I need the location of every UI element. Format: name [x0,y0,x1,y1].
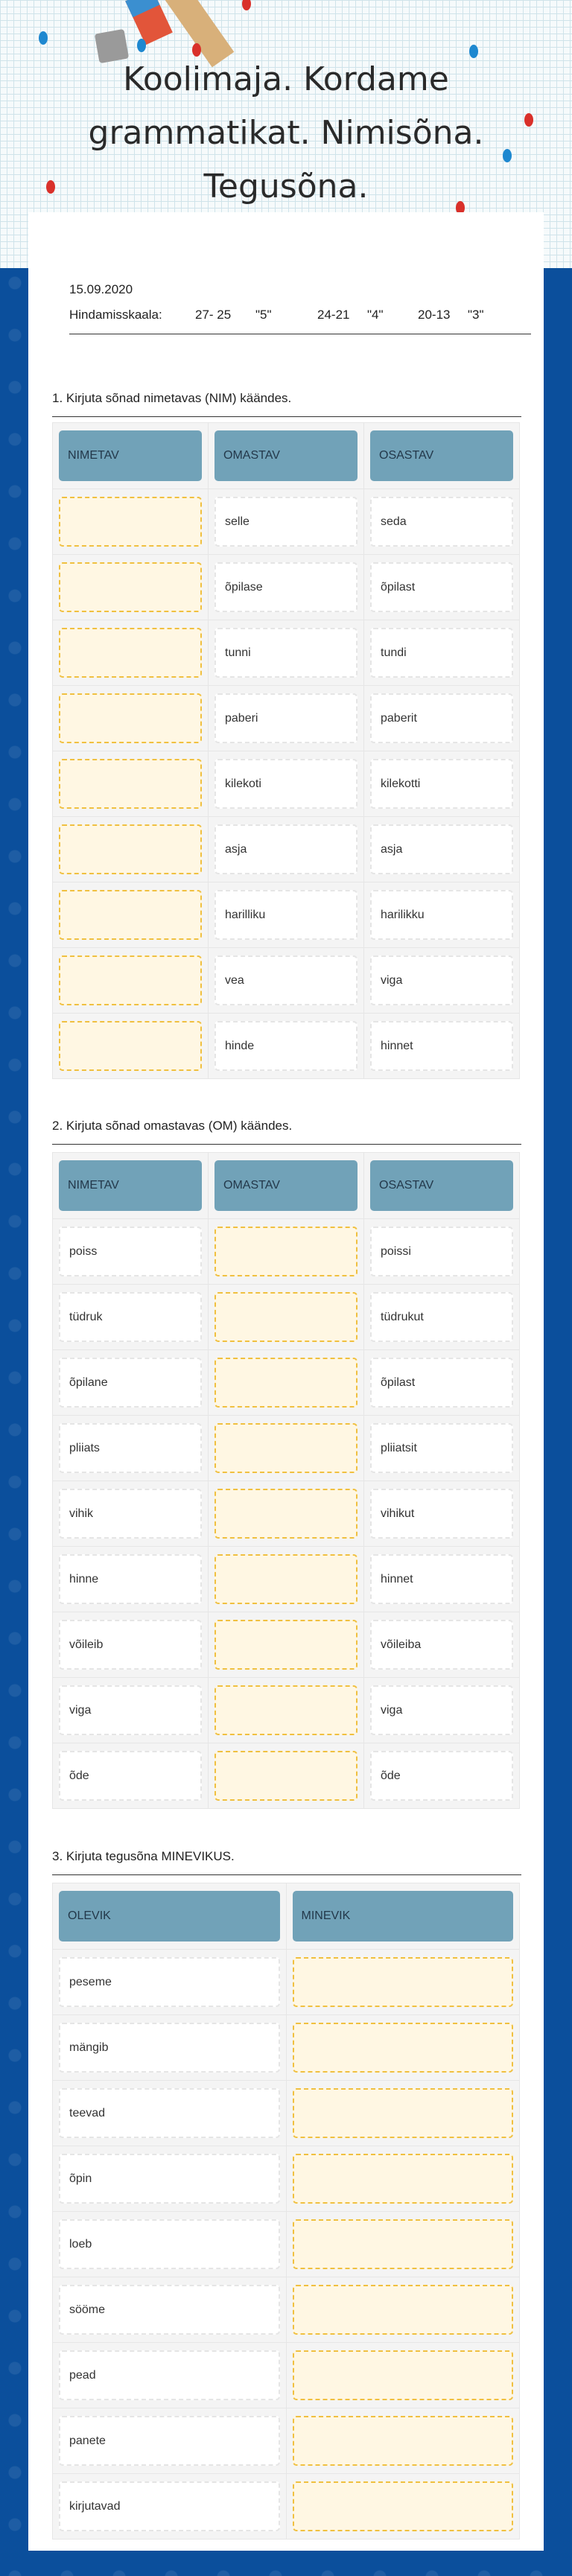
section-title: 1. Kirjuta sõnad nimetavas (NIM) käändes. [52,387,521,417]
header-cell [364,423,519,489]
word-tile[interactable]: viga [370,1685,513,1735]
table-cell [209,948,364,1013]
exercise-table [52,1883,520,2540]
table-row [53,2408,519,2474]
word-tile[interactable]: viga [59,1685,202,1735]
answer-drop-zone[interactable] [293,2088,514,2138]
date: 15.09.2020 [69,282,133,296]
page-title: Koolimaja. Kordame grammatikat. Nimisõna. Tegusõna. [88,60,484,206]
table-row [53,1743,519,1808]
header-cell [53,423,209,489]
word-tile[interactable]: poissi [370,1227,513,1276]
column-header: OSASTAV [370,1160,513,1211]
table-cell [209,1612,364,1677]
word-tile[interactable]: õpilast [370,1358,513,1408]
header-cell [287,1883,520,1949]
table-cell [53,817,209,882]
table-cell [209,1285,364,1349]
word-tile[interactable]: võileib [59,1620,202,1670]
table-cell [364,948,519,1013]
word-tile[interactable]: vihikut [370,1489,513,1539]
table-row [53,1612,519,1678]
answer-drop-zone[interactable] [214,1685,358,1735]
table-row [53,1219,519,1285]
grading-label: Hindamisskaala: [69,308,162,322]
table-cell [53,2408,287,2473]
table-cell [209,1350,364,1415]
word-tile[interactable]: õpilane [59,1358,202,1408]
table-cell [209,1547,364,1612]
word-tile[interactable]: viga [370,955,513,1005]
table-cell [53,1285,209,1349]
table-row [53,2212,519,2277]
table-row [53,817,519,882]
table-cell [364,1416,519,1481]
table-cell [364,1285,519,1349]
table-row [53,1350,519,1416]
table-cell [364,817,519,882]
table-cell [53,1678,209,1743]
table-cell [53,2277,287,2342]
answer-drop-zone[interactable] [293,2285,514,2335]
table-cell [209,1743,364,1808]
table-cell [364,1547,519,1612]
word-tile[interactable]: hinne [59,1554,202,1604]
table-cell [209,1481,364,1546]
table-cell [287,1950,520,2014]
table-header-row [53,423,519,489]
table-row [53,2343,519,2408]
column-header: OLEVIK [59,1891,280,1941]
table-row [53,686,519,751]
word-tile[interactable]: pliiatsit [370,1423,513,1473]
table-cell [209,1014,364,1078]
answer-drop-zone[interactable] [214,1227,358,1276]
word-tile[interactable]: võileiba [370,1620,513,1670]
word-tile[interactable]: pead [59,2350,280,2400]
table-cell [209,620,364,685]
table-cell [53,1547,209,1612]
word-tile[interactable]: seda [370,497,513,547]
table-header-row [53,1153,519,1219]
answer-drop-zone[interactable] [293,2023,514,2073]
answer-drop-zone[interactable] [59,824,202,874]
section-title: 2. Kirjuta sõnad omastavas (OM) käändes. [52,1115,521,1145]
table-cell [53,1743,209,1808]
word-tile[interactable]: poiss [59,1227,202,1276]
word-tile[interactable]: vea [214,955,358,1005]
answer-drop-zone[interactable] [59,693,202,743]
table-cell [53,2081,287,2146]
table-cell [287,2343,520,2408]
table-cell [209,686,364,751]
table-cell [53,620,209,685]
table-cell [364,882,519,947]
table-cell [287,2408,520,2473]
table-cell [53,2474,287,2539]
word-tile[interactable]: selle [214,497,358,547]
word-tile[interactable]: kilekoti [214,759,358,809]
table-cell [364,620,519,685]
table-cell [53,882,209,947]
word-tile[interactable]: sööme [59,2285,280,2335]
worksheet-card [28,212,544,2551]
table-cell [287,2474,520,2539]
word-tile[interactable]: hinnet [370,1021,513,1071]
table-cell [53,2343,287,2408]
answer-drop-zone[interactable] [293,2350,514,2400]
word-tile[interactable]: õpilase [214,562,358,612]
table-row [53,948,519,1014]
word-tile[interactable]: tüdrukut [370,1292,513,1342]
answer-drop-zone[interactable] [214,1620,358,1670]
answer-drop-zone[interactable] [59,759,202,809]
table-cell [364,1678,519,1743]
header-cell [209,423,364,489]
table-cell [287,2081,520,2146]
dot-decoration [242,0,251,10]
table-cell [53,1350,209,1415]
word-tile[interactable]: paberi [214,693,358,743]
answer-drop-zone[interactable] [293,1957,514,2007]
table-cell [53,751,209,816]
grade-range: 24-21 [317,308,350,322]
table-cell [53,2015,287,2080]
word-tile[interactable]: harilliku [214,890,358,940]
word-tile[interactable]: vihik [59,1489,202,1539]
answer-drop-zone[interactable] [214,1358,358,1408]
table-row [53,1547,519,1612]
eraser-decoration [125,0,173,45]
grading-scale [69,302,531,328]
table-cell [364,751,519,816]
table-cell [364,555,519,620]
table-cell [53,1481,209,1546]
grade-value: "4" [367,308,384,322]
word-tile[interactable]: tüdruk [59,1292,202,1342]
table-row [53,2474,519,2539]
word-tile[interactable]: hinnet [370,1554,513,1604]
table-cell [287,2212,520,2277]
word-tile[interactable]: tundi [370,628,513,678]
answer-drop-zone[interactable] [59,628,202,678]
dot-decoration [137,39,146,52]
dot-decoration [39,31,48,45]
table-cell [209,817,364,882]
column-header: NIMETAV [59,1160,202,1211]
word-tile[interactable]: õde [370,1751,513,1801]
table-row [53,2146,519,2212]
word-tile[interactable]: õpilast [370,562,513,612]
table-cell [209,882,364,947]
table-cell [287,2277,520,2342]
table-row [53,2277,519,2343]
answer-drop-zone[interactable] [59,955,202,1005]
table-cell [53,948,209,1013]
table-cell [364,1219,519,1284]
answer-drop-zone[interactable] [214,1292,358,1342]
word-tile[interactable]: hinde [214,1021,358,1071]
column-header: OMASTAV [214,1160,358,1211]
answer-drop-zone[interactable] [214,1554,358,1604]
header-cell [53,1883,287,1949]
table-cell [53,1014,209,1078]
column-header: NIMETAV [59,430,202,481]
table-cell [53,1219,209,1284]
table-row [53,2015,519,2081]
table-row [53,1950,519,2015]
word-tile[interactable]: loeb [59,2219,280,2269]
header-cell [53,1153,209,1218]
table-cell [209,1219,364,1284]
table-row [53,620,519,686]
word-tile[interactable]: asja [370,824,513,874]
table-row [53,555,519,620]
table-cell [364,1743,519,1808]
header-cell [209,1153,364,1218]
grade-value: "5" [255,308,272,322]
table-cell [53,2212,287,2277]
table-cell [364,1014,519,1078]
table-cell [287,2146,520,2211]
table-cell [53,1950,287,2014]
word-tile[interactable]: õde [59,1751,202,1801]
section-title: 3. Kirjuta tegusõna MINEVIKUS. [52,1845,521,1875]
word-tile[interactable]: õpin [59,2154,280,2204]
table-cell [364,1350,519,1415]
word-tile[interactable]: harilikku [370,890,513,940]
table-row [53,1014,519,1078]
answer-drop-zone[interactable] [59,497,202,547]
table-cell [53,489,209,554]
column-header: OMASTAV [214,430,358,481]
table-cell [209,489,364,554]
worksheet-meta [69,278,531,334]
table-row [53,489,519,555]
word-tile[interactable]: pliiats [59,1423,202,1473]
table-cell [364,1612,519,1677]
table-cell [53,1612,209,1677]
table-cell [53,2146,287,2211]
header-cell [364,1153,519,1218]
exercise-table [52,1152,520,1809]
word-tile[interactable]: asja [214,824,358,874]
answer-drop-zone[interactable] [293,2416,514,2466]
word-tile[interactable]: tunni [214,628,358,678]
answer-drop-zone[interactable] [59,890,202,940]
word-tile[interactable]: teevad [59,2088,280,2138]
table-cell [209,1678,364,1743]
table-cell [53,1416,209,1481]
table-row [53,1285,519,1350]
answer-drop-zone[interactable] [214,1751,358,1801]
word-tile[interactable]: paberit [370,693,513,743]
grade-range: 27- 25 [195,308,232,322]
answer-drop-zone[interactable] [293,2154,514,2204]
table-row [53,2081,519,2146]
table-header-row [53,1883,519,1950]
table-cell [364,686,519,751]
word-tile[interactable]: kilekotti [370,759,513,809]
answer-drop-zone[interactable] [214,1489,358,1539]
answer-drop-zone[interactable] [214,1423,358,1473]
word-tile[interactable]: mängib [59,2023,280,2073]
word-tile[interactable]: kirjutavad [59,2481,280,2531]
table-cell [209,555,364,620]
answer-drop-zone[interactable] [59,1021,202,1071]
answer-drop-zone[interactable] [59,562,202,612]
word-tile[interactable]: peseme [59,1957,280,2007]
table-row [53,1481,519,1547]
table-row [53,1416,519,1481]
grade-value: "3" [468,308,484,322]
table-cell [53,555,209,620]
answer-drop-zone[interactable] [293,2219,514,2269]
word-tile[interactable]: panete [59,2416,280,2466]
table-row [53,882,519,948]
column-header: OSASTAV [370,430,513,481]
answer-drop-zone[interactable] [293,2481,514,2531]
exercise-table [52,422,520,1079]
table-row [53,751,519,817]
table-cell [53,686,209,751]
table-cell [209,1416,364,1481]
table-cell [364,1481,519,1546]
column-header: MINEVIK [293,1891,514,1941]
grade-range: 20-13 [418,308,451,322]
table-cell [364,489,519,554]
table-row [53,1678,519,1743]
table-cell [287,2015,520,2080]
table-cell [209,751,364,816]
